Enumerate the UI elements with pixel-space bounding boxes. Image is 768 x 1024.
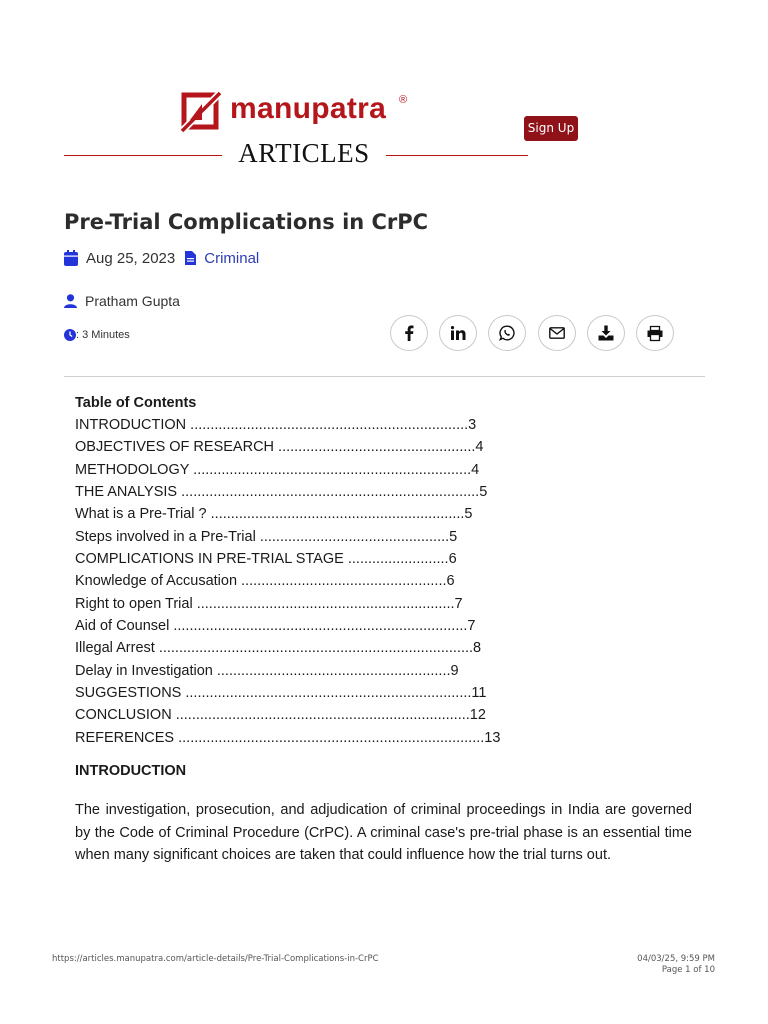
print-icon [647, 326, 663, 341]
download-icon [598, 325, 614, 341]
linkedin-icon [451, 326, 466, 340]
read-time-text: : 3 Minutes [76, 329, 130, 341]
toc-item[interactable]: Illegal Arrest ..............................................................................8 [75, 640, 482, 657]
document-icon [185, 251, 196, 265]
toc-item[interactable]: INTRODUCTION .....................................................................3 [75, 417, 477, 433]
email-share-button[interactable] [538, 315, 576, 351]
read-time [64, 329, 130, 341]
toc-item[interactable]: Aid of Counsel .........................................................................7 [75, 618, 476, 635]
toc-title: Table of Contents [75, 395, 197, 411]
registered-mark: ® [399, 94, 408, 106]
toc-item[interactable]: Right to open Trial ................................................................7 [75, 595, 463, 612]
print-button[interactable] [636, 315, 674, 351]
facebook-share-button[interactable] [390, 315, 428, 351]
introduction-heading: INTRODUCTION [75, 763, 187, 779]
footer-url: https://articles.manupatra.com/article-details/Pre-Trial-Complications-in-CrPC [52, 954, 379, 964]
email-icon [549, 327, 565, 339]
manupatra-logo-mark-icon [180, 92, 222, 132]
calendar-icon [64, 250, 78, 266]
table-of-contents [75, 393, 501, 750]
toc-item[interactable]: Steps involved in a Pre-Trial ...............................................5 [75, 528, 458, 545]
clock-icon [64, 329, 76, 341]
toc-item[interactable]: OBJECTIVES OF RESEARCH .................................................4 [75, 439, 484, 456]
article-date: Aug 25, 2023 [86, 249, 176, 267]
linkedin-share-button[interactable] [439, 315, 477, 351]
header-rule-right [386, 155, 528, 156]
facebook-icon [404, 325, 414, 341]
manupatra-logo[interactable] [180, 90, 420, 134]
author-name: Pratham Gupta [85, 293, 180, 309]
download-button[interactable] [587, 315, 625, 351]
toc-item[interactable]: Delay in Investigation ..........................................................9 [75, 662, 459, 679]
toc-item[interactable]: CONCLUSION .........................................................................12 [75, 707, 486, 724]
footer-datetime: 04/03/25, 9:59 PM [637, 954, 715, 964]
author-row [64, 293, 180, 309]
toc-item[interactable]: What is a Pre-Trial ? ...............................................................5 [75, 506, 473, 523]
toc-item[interactable]: Knowledge of Accusation ...................................................6 [75, 573, 455, 590]
sign-up-button[interactable]: Sign Up [524, 116, 578, 141]
toc-item[interactable]: SUGGESTIONS .......................................................................11 [75, 685, 487, 702]
content-divider [64, 376, 705, 377]
brand-name: manupatra [230, 92, 387, 125]
toc-item[interactable]: COMPLICATIONS IN PRE-TRIAL STAGE .........................6 [75, 551, 457, 568]
toc-item[interactable]: THE ANALYSIS ..........................................................................5 [75, 484, 488, 501]
header-rule-left [64, 155, 222, 156]
whatsapp-icon [499, 325, 515, 341]
section-label: ARTICLES [238, 138, 370, 168]
footer-page-number: Page 1 of 10 [661, 965, 715, 975]
user-icon [64, 294, 77, 308]
article-category-link[interactable]: Criminal [204, 249, 260, 267]
whatsapp-share-button[interactable] [488, 315, 526, 351]
toc-item[interactable]: REFERENCES ............................................................................13 [75, 729, 501, 746]
page-title: Pre-Trial Complications in CrPC [64, 210, 429, 234]
toc-item[interactable]: METHODOLOGY .....................................................................4 [75, 461, 480, 478]
introduction-paragraph: The investigation, prosecution, and adjudication of criminal proceedings in India are governed by the Code of Criminal Procedure (CrPC). A criminal case's pre-trial phase is an essential time when many significant choices are taken that could influence how the trial turns out. [75, 802, 692, 863]
article-meta [64, 248, 259, 268]
